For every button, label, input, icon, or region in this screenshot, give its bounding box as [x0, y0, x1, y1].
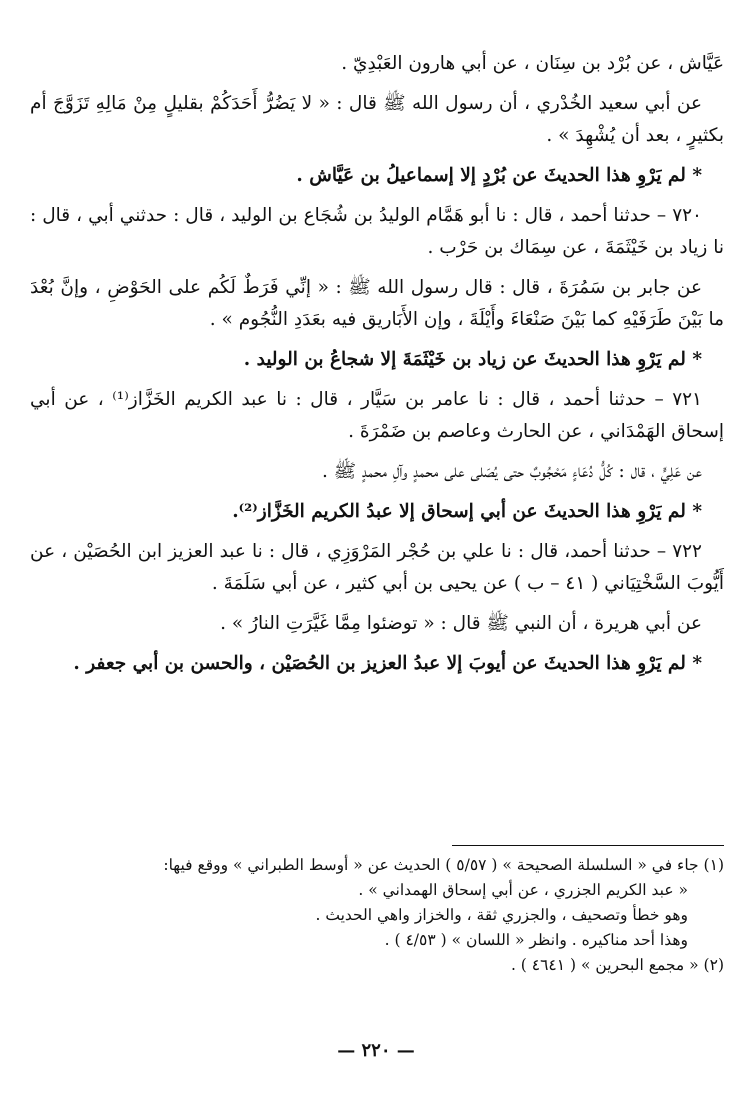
hadith-text: عن أبي هريرة ، أن النبي ﷺ قال : « توضئوا مِمَّا غَيَّرَتِ النارُ » .: [220, 613, 702, 634]
footnote-1-quote: « عبد الكريم الجزري ، عن أبي إسحاق الهمداني » .: [358, 881, 688, 899]
footnote-1-note: وهو خطأ وتصحيف ، والجزري ثقة ، والخزاز واهي الحديث .: [315, 906, 688, 924]
hadith-text: عن جابر بن سَمُرَةَ ، قال : قال رسول الله ﷺ : « إنِّي فَرَطٌ لَكُم على الحَوْضِ ، وإنَّ بُعْدَ ما بَيْنَ طَرَفَيْهِ كما بَيْنَ صَنْعَاءَ وأَيْلَةَ ، وإن الأَبَاريق فيه بعَدَدِ النُّجُوم » .: [30, 277, 724, 330]
page-number: — ٢٢٠ —: [337, 1040, 415, 1061]
footnotes: [30, 853, 724, 978]
hadith-text: عن عَلِيٍّ ، قال : كُلُّ دُعَاءٍ مَحْجُوبٌ حتى يُصَلى على محمدٍ وآلِ محمدٍ ﷺ .: [321, 461, 702, 482]
commentary-note: * لم يَرْوِ هذا الحديثَ عن أيوبَ إلا عبدُ العزيز بن الحُصَيْن ، والحسن بن أبي جعفر .: [73, 653, 702, 674]
isnad-720: ٧٢٠ – حدثنا أحمد ، قال : نا أبو هَمَّام الوليدُ بن شُجَاع بن الوليد ، قال : حدثني أبي ، قال : نا زياد بن خَيْثَمَةَ ، عن سِمَاك بن حَرْب .: [30, 205, 724, 258]
commentary-note: * لم يَرْوِ هذا الحديثَ عن أبي إسحاق إلا عبدُ الكريم الخَزَّاز⁽²⁾.: [232, 501, 702, 522]
main-text: [30, 48, 724, 680]
footnote-2: (٢) « مجمع البحرين » ( ٤٦٤١ ) .: [510, 956, 724, 974]
isnad-continuation: عَيَّاش ، عن بُرْد بن سِنَان ، عن أبي هارون العَبْدِيّ .: [341, 53, 724, 74]
hadith-text: عن أبي سعيد الخُدْري ، أن رسول الله ﷺ قال : « لا يَضُرُّ أَحَدَكُمْ بقليلٍ مِنْ مَالِهِ تَزَوَّجَ أم بكثيرٍ ، بعد أن يُشْهِدَ » .: [30, 93, 724, 146]
isnad-722: ٧٢٢ – حدثنا أحمد، قال : نا علي بن حُجْر المَرْوَزِي ، قال : نا عبد العزيز ابن الحُصَيْن ، عن أَيُّوبَ السَّخْتِيَاني ( ٤١ – ب ) عن يحيى بن أبي كثير ، عن أبي سَلَمَةَ .: [30, 541, 724, 594]
footnote-1: (١) جاء في « السلسلة الصحيحة » ( ٥/٥٧ ) الحديث عن « أوسط الطبراني » ووقع فيها:: [163, 856, 724, 874]
footnote-1-note: وهذا أحد مناكيره . وانظر « اللسان » ( ٤/٥٣ ) .: [384, 931, 688, 949]
isnad-721: ٧٢١ – حدثنا أحمد ، قال : نا عامر بن سَيَّار ، قال : نا عبد الكريم الخَزَّاز⁽¹⁾ ، عن أبي إسحاق الهَمْدَاني ، عن الحارث وعاصم بن ضَمْرَةَ .: [30, 389, 724, 442]
commentary-note: * لم يَرْوِ هذا الحديثَ عن زياد بن خَيْثَمَةَ إلا شجاعُ بن الوليد .: [243, 349, 702, 370]
commentary-note: * لم يَرْوِ هذا الحديثَ عن بُرْدٍ إلا إسماعيلُ بن عَيَّاش .: [296, 165, 702, 186]
footnote-divider: [452, 845, 724, 846]
